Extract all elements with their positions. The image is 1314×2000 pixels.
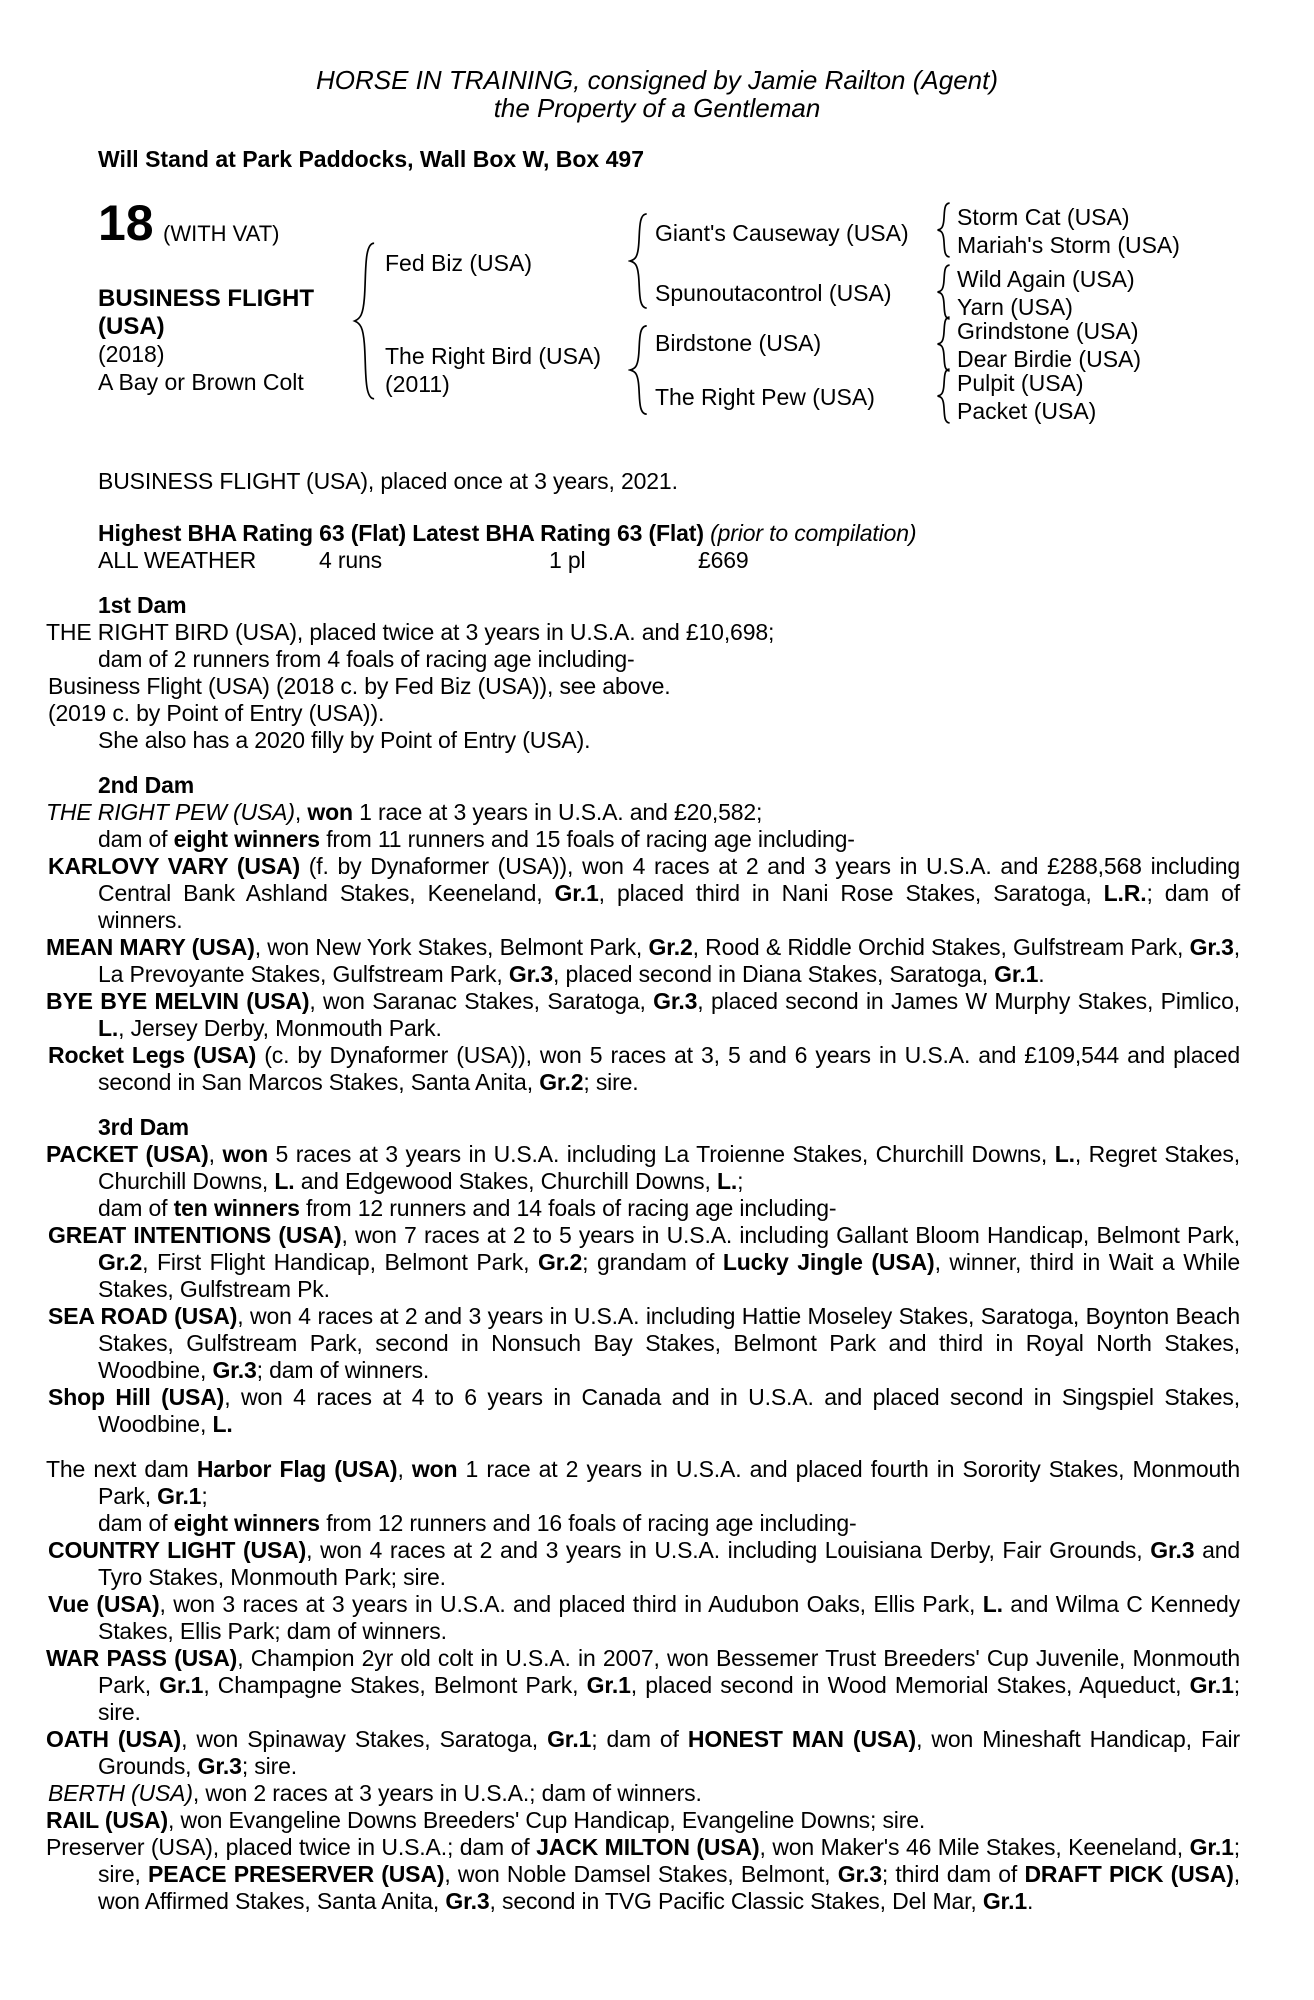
pedigree-brace: [352, 240, 378, 402]
third-dam-line: PACKET (USA), won 5 races at 3 years in U.S.A. including La Troienne Stakes, Churchill Downs, L., Regret Stakes, Churchill Downs, L. and Edgewood Stakes, Churchill Downs, L.;: [46, 1141, 1241, 1194]
pedigree-ggparent-1: Storm Cat (USA): [957, 204, 1130, 230]
pedigree-brace: [628, 324, 650, 416]
subject-name-line2: (USA): [98, 313, 165, 340]
produce-entry: BYE BYE MELVIN (USA), won Saranac Stakes, Saratoga, Gr.3, placed second in James W Murphy Stakes, Pimlico, L., Jersey Derby, Monmouth Park.: [46, 988, 1240, 1041]
pedigree-text-block: [46, 468, 1241, 1915]
pedigree-grandsire-1: Giant's Causeway (USA): [655, 220, 909, 246]
pedigree-grandsire-2: Birdstone (USA): [655, 330, 822, 356]
pedigree-brace: [936, 202, 952, 258]
rating-runs: 4 runs: [319, 547, 383, 573]
pedigree-ggparent-7: Pulpit (USA): [957, 370, 1084, 396]
pedigree-brace: [628, 212, 650, 310]
pedigree-ggparent-8: Packet (USA): [957, 398, 1097, 424]
produce-entry: Rocket Legs (USA) (c. by Dynaformer (USA)), won 5 races at 3, 5 and 6 years in U.S.A. and £109,544 and placed second in San Marcos Stakes, Santa Anita, Gr.2; sire.: [48, 1042, 1240, 1095]
subject-name-line1: BUSINESS FLIGHT: [98, 285, 315, 312]
produce-entry: (2019 c. by Point of Entry (USA)).: [48, 700, 385, 726]
produce-entry: MEAN MARY (USA), won New York Stakes, Belmont Park, Gr.2, Rood & Riddle Orchid Stakes, Gulfstream Park, Gr.3, La Prevoyante Stakes, Gulfstream Park, Gr.3, placed second in Diana Stakes, Saratoga, Gr.1.: [46, 934, 1240, 987]
first-dam-line: THE RIGHT BIRD (USA), placed twice at 3 years in U.S.A. and £10,698;: [46, 619, 775, 645]
third-dam-produce-intro: dam of ten winners from 12 runners and 14 foals of racing age including-: [98, 1195, 837, 1221]
produce-entry: Shop Hill (USA), won 4 races at 4 to 6 years in Canada and in U.S.A. and placed second in Singspiel Stakes, Woodbine, L.: [48, 1384, 1240, 1437]
pedigree-brace: [936, 264, 952, 320]
dam-heading-3: 3rd Dam: [98, 1114, 189, 1140]
pedigree-sire: Fed Biz (USA): [385, 250, 532, 276]
rating-places: 1 pl: [549, 547, 586, 573]
produce-entry: WAR PASS (USA), Champion 2yr old colt in U.S.A. in 2007, won Bessemer Trust Breeders' Cup Juvenile, Monmouth Park, Gr.1, Champagne Stakes, Belmont Park, Gr.1, placed second in Wood Memorial Stakes, Aqueduct, Gr.1; sire.: [46, 1645, 1241, 1725]
dam-heading-2: 2nd Dam: [98, 772, 195, 798]
race-record: BUSINESS FLIGHT (USA), placed once at 3 years, 2021.: [98, 468, 678, 494]
dam-heading-1: 1st Dam: [98, 592, 187, 618]
pedigree-dam: The Right Bird (USA): [385, 343, 602, 369]
pedigree-granddam-1: Spunoutacontrol (USA): [655, 280, 892, 306]
lot-vat-note: (WITH VAT): [163, 221, 280, 246]
rating-row: [98, 547, 1240, 574]
produce-entry: KARLOVY VARY (USA) (f. by Dynaformer (USA)), won 4 races at 2 and 3 years in U.S.A. and £288,568 including Central Bank Ashland Stakes, Keeneland, Gr.1, placed third in Nani Rose Stakes, Saratoga, L.R.; dam of winners.: [48, 853, 1241, 933]
produce-entry: COUNTRY LIGHT (USA), won 4 races at 2 and 3 years in U.S.A. including Louisiana Derby, Fair Grounds, Gr.3 and Tyro Stakes, Monmouth Park; sire.: [48, 1537, 1240, 1590]
produce-entry: Business Flight (USA) (2018 c. by Fed Biz (USA)), see above.: [48, 673, 671, 699]
subject-foaling-year: (2018): [98, 341, 165, 367]
rating-surface: ALL WEATHER: [98, 547, 257, 573]
produce-entry: GREAT INTENTIONS (USA), won 7 races at 2 to 5 years in U.S.A. including Gallant Bloom Handicap, Belmont Park, Gr.2, First Flight Handicap, Belmont Park, Gr.2; grandam of Lucky Jingle (USA), winner, third in Wait a While Stakes, Gulfstream Pk.: [48, 1222, 1240, 1302]
pedigree-granddam-2: The Right Pew (USA): [655, 384, 875, 410]
pedigree-brace: [936, 316, 952, 372]
produce-entry: Vue (USA), won 3 races at 3 years in U.S.A. and placed third in Audubon Oaks, Ellis Park, L. and Wilma C Kennedy Stakes, Ellis Park; dam of winners.: [48, 1591, 1240, 1644]
pedigree-ggparent-3: Wild Again (USA): [957, 266, 1135, 292]
first-dam-note: She also has a 2020 filly by Point of Entry (USA).: [98, 727, 591, 753]
produce-entry: RAIL (USA), won Evangeline Downs Breeders' Cup Handicap, Evangeline Downs; sire.: [46, 1807, 926, 1833]
property-line: the Property of a Gentleman: [493, 93, 821, 123]
pedigree-brace: [936, 368, 952, 424]
consignment-title: HORSE IN TRAINING, consigned by Jamie Railton (Agent): [315, 65, 999, 95]
second-dam-produce-intro: dam of eight winners from 11 runners and 15 foals of racing age including-: [98, 826, 855, 852]
pedigree-ggparent-2: Mariah's Storm (USA): [957, 232, 1180, 258]
produce-entry: SEA ROAD (USA), won 4 races at 2 and 3 years in U.S.A. including Hattie Moseley Stakes, Saratoga, Boynton Beach Stakes, Gulfstream Park, second in Nonsuch Bay Stakes, Belmont Park and third in Royal North Stakes, Woodbine, Gr.3; dam of winners.: [48, 1303, 1241, 1383]
produce-entry: BERTH (USA), won 2 races at 3 years in U.S.A.; dam of winners.: [48, 1780, 702, 1806]
rating-earnings: £669: [698, 547, 749, 573]
first-dam-produce-intro: dam of 2 runners from 4 foals of racing age including-: [98, 646, 635, 672]
produce-entry: Preserver (USA), placed twice in U.S.A.; dam of JACK MILTON (USA), won Maker's 46 Mile Stakes, Keeneland, Gr.1; sire, PEACE PRESERVER (USA), won Noble Damsel Stakes, Belmont, Gr.3; third dam of DRAFT PICK (USA), won Affirmed Stakes, Santa Anita, Gr.3, second in TVG Pacific Classic Stakes, Del Mar, Gr.1.: [46, 1834, 1241, 1914]
produce-entry: OATH (USA), won Spinaway Stakes, Saratoga, Gr.1; dam of HONEST MAN (USA), won Mineshaft Handicap, Fair Grounds, Gr.3; sire.: [46, 1726, 1240, 1779]
pedigree-ggparent-4: Yarn (USA): [957, 294, 1073, 320]
pedigree-dam-year: (2011): [385, 371, 450, 397]
stand-location: Will Stand at Park Paddocks, Wall Box W, Box 497: [98, 146, 644, 172]
subject-description: A Bay or Brown Colt: [98, 369, 304, 395]
bha-rating-line: Highest BHA Rating 63 (Flat) Latest BHA Rating 63 (Flat) (prior to compilation): [98, 520, 917, 546]
lot-number: 18: [98, 195, 154, 251]
next-dam-line: The next dam Harbor Flag (USA), won 1 race at 2 years in U.S.A. and placed fourth in Sorority Stakes, Monmouth Park, Gr.1;: [46, 1456, 1240, 1509]
second-dam-line: THE RIGHT PEW (USA), won 1 race at 3 years in U.S.A. and £20,582;: [46, 799, 763, 825]
next-dam-produce-intro: dam of eight winners from 12 runners and 16 foals of racing age including-: [98, 1510, 857, 1536]
pedigree-ggparent-5: Grindstone (USA): [957, 318, 1139, 344]
pedigree-ggparent-6: Dear Birdie (USA): [957, 346, 1142, 372]
